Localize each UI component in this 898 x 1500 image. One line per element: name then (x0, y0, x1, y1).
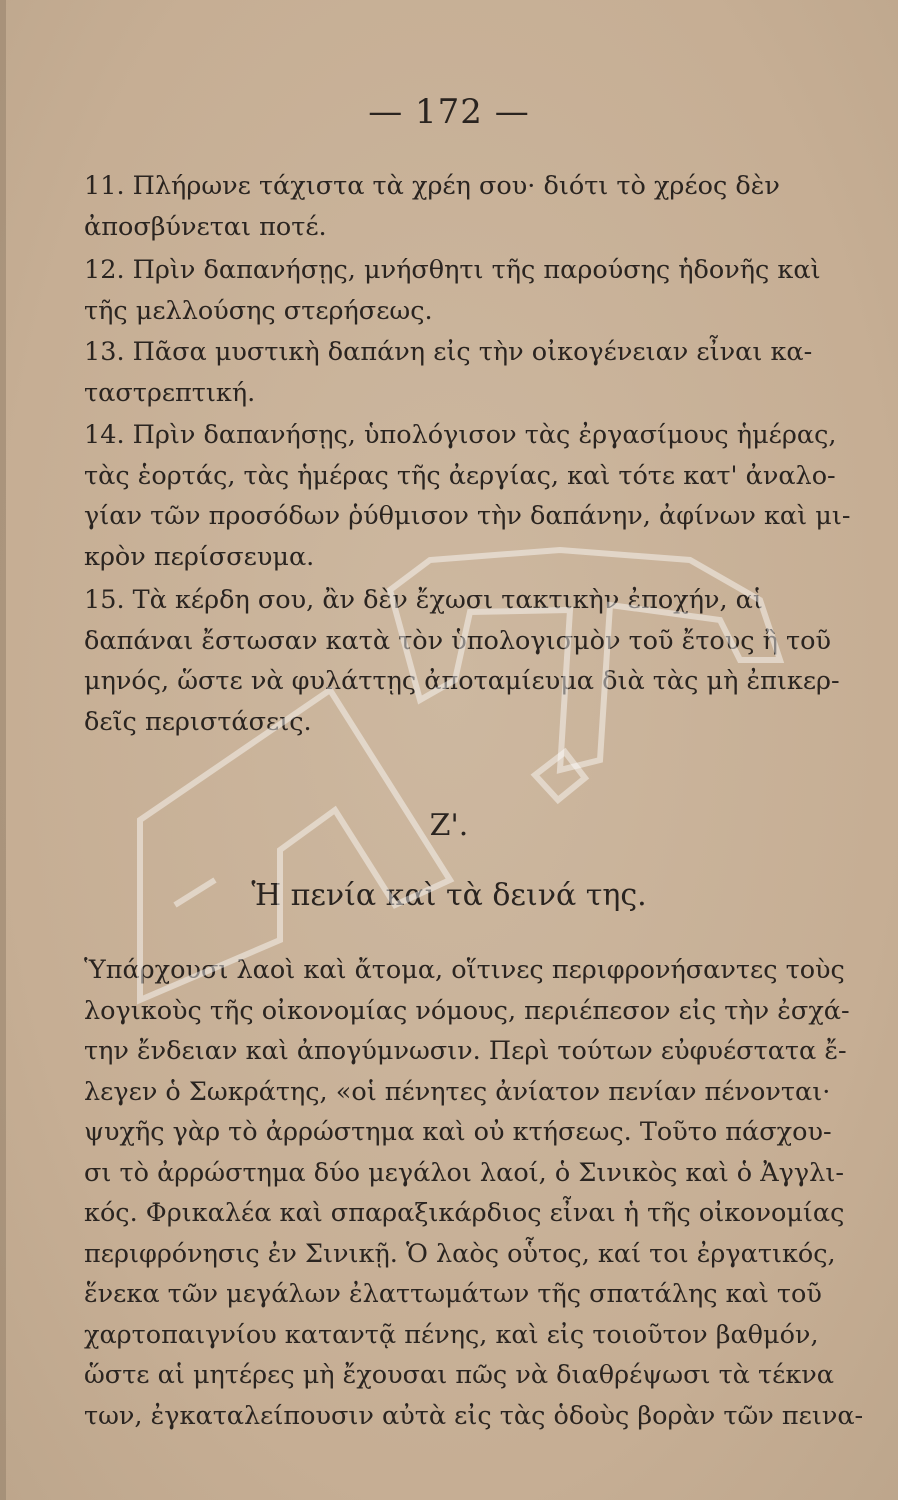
paragraph-12 (84, 250, 854, 331)
section-title: Ἡ πενία καὶ τὰ δεινά της. (251, 878, 647, 913)
text-line: περιφρόνησις ἐν Σινικῇ. Ὁ λαὸς οὗτος, καί τοι ἐργατικός, (84, 1238, 836, 1269)
text-line: ψυχῆς γὰρ τὸ ἀρρώστημα καὶ οὐ κτήσεως. Τοῦτο πάσχου- (84, 1117, 832, 1147)
text-line: κός. Φρικαλέα καὶ σπαραξικάρδιος εἶναι ἡ τῆς οἰκονομίας (84, 1198, 845, 1228)
text-line: 11. Πλήρωνε τάχιστα τὰ χρέη σου· διότι τὸ χρέος δὲν (84, 171, 780, 201)
text-line: δαπάναι ἔστωσαν κατὰ τὸν ὑπολογισμὸν τοῦ ἔτους ἢ τοῦ (84, 625, 832, 656)
text-line: 15. Τὰ κέρδη σου, ἂν δὲν ἔχωσι τακτικὴν ἐποχήν, αἱ (84, 585, 763, 615)
text-line: λεγεν ὁ Σωκράτης, «οἱ πένητες ἀνίατον πενίαν πένονται· (84, 1076, 831, 1107)
text-line: λογικοὺς τῆς οἰκονομίας νόμους, περιέπεσον εἰς τὴν ἐσχά- (84, 995, 850, 1026)
text-line: την ἔνδειαν καὶ ἀπογύμνωσιν. Περὶ τούτων εὐφυέστατα ἔ- (84, 1036, 847, 1066)
text-line: 12. Πρὶν δαπανήσῃς, μνήσθητι τῆς παρούσης ἡδονῆς καὶ (84, 255, 821, 285)
text-line: ὥστε αἱ μητέρες μὴ ἔχουσαι πῶς νὰ διαθρέψωσι τὰ τέκνα (84, 1360, 834, 1390)
text-line: δεῖς περιστάσεις. (84, 706, 312, 737)
section-number: Ζ'. (429, 808, 469, 843)
text-line: Ὑπάρχουσι λαοὶ καὶ ἄτομα, οἵτινες περιφρονήσαντες τοὺς (84, 955, 845, 985)
paragraph-13 (84, 332, 854, 413)
paragraph-11 (84, 166, 854, 247)
text-line: των, ἐγκαταλείπουσιν αὐτὰ εἰς τὰς ὁδοὺς βορὰν τῶν πεινα- (84, 1400, 864, 1431)
text-line: τὰς ἑορτάς, τὰς ἡμέρας τῆς ἀεργίας, καὶ τότε κατ' ἀναλο- (84, 460, 836, 491)
paragraph-14 (84, 415, 854, 577)
text-line: τῆς μελλούσης στερήσεως. (84, 295, 433, 326)
text-line: μηνός, ὥστε νὰ φυλάττῃς ἀποταμίευμα διὰ τὰς μὴ ἐπικερ- (84, 666, 840, 696)
text-line: ταστρεπτική. (84, 377, 256, 408)
text-line: ἀποσβύνεται ποτέ. (84, 211, 327, 242)
text-line: γίαν τῶν προσόδων ῥύθμισον τὴν δαπάνην, ἀφίνων καὶ μι- (84, 501, 851, 531)
text-line: 14. Πρὶν δαπανήσῃς, ὑπολόγισον τὰς ἐργασίμους ἡμέρας, (84, 420, 837, 450)
text-line: 13. Πᾶσα μυστικὴ δαπάνη εἰς τὴν οἰκογένειαν εἶναι κα- (84, 337, 813, 367)
text-line: χαρτοπαιγνίου καταντᾷ πένης, καὶ εἰς τοιοῦτον βαθμόν, (84, 1319, 819, 1350)
text-line: σι τὸ ἀρρώστημα δύο μεγάλοι λαοί, ὁ Σινικὸς καὶ ὁ Ἀγγλι- (84, 1157, 844, 1188)
page-number: — 172 — (368, 92, 530, 132)
text-line: κρὸν περίσσευμα. (84, 541, 315, 572)
page-edge-shadow (0, 0, 6, 1500)
paragraph-15 (84, 580, 854, 742)
text-line: ἕνεκα τῶν μεγάλων ἐλαττωμάτων τῆς σπατάλης καὶ τοῦ (84, 1279, 822, 1309)
body-text (84, 950, 864, 1436)
